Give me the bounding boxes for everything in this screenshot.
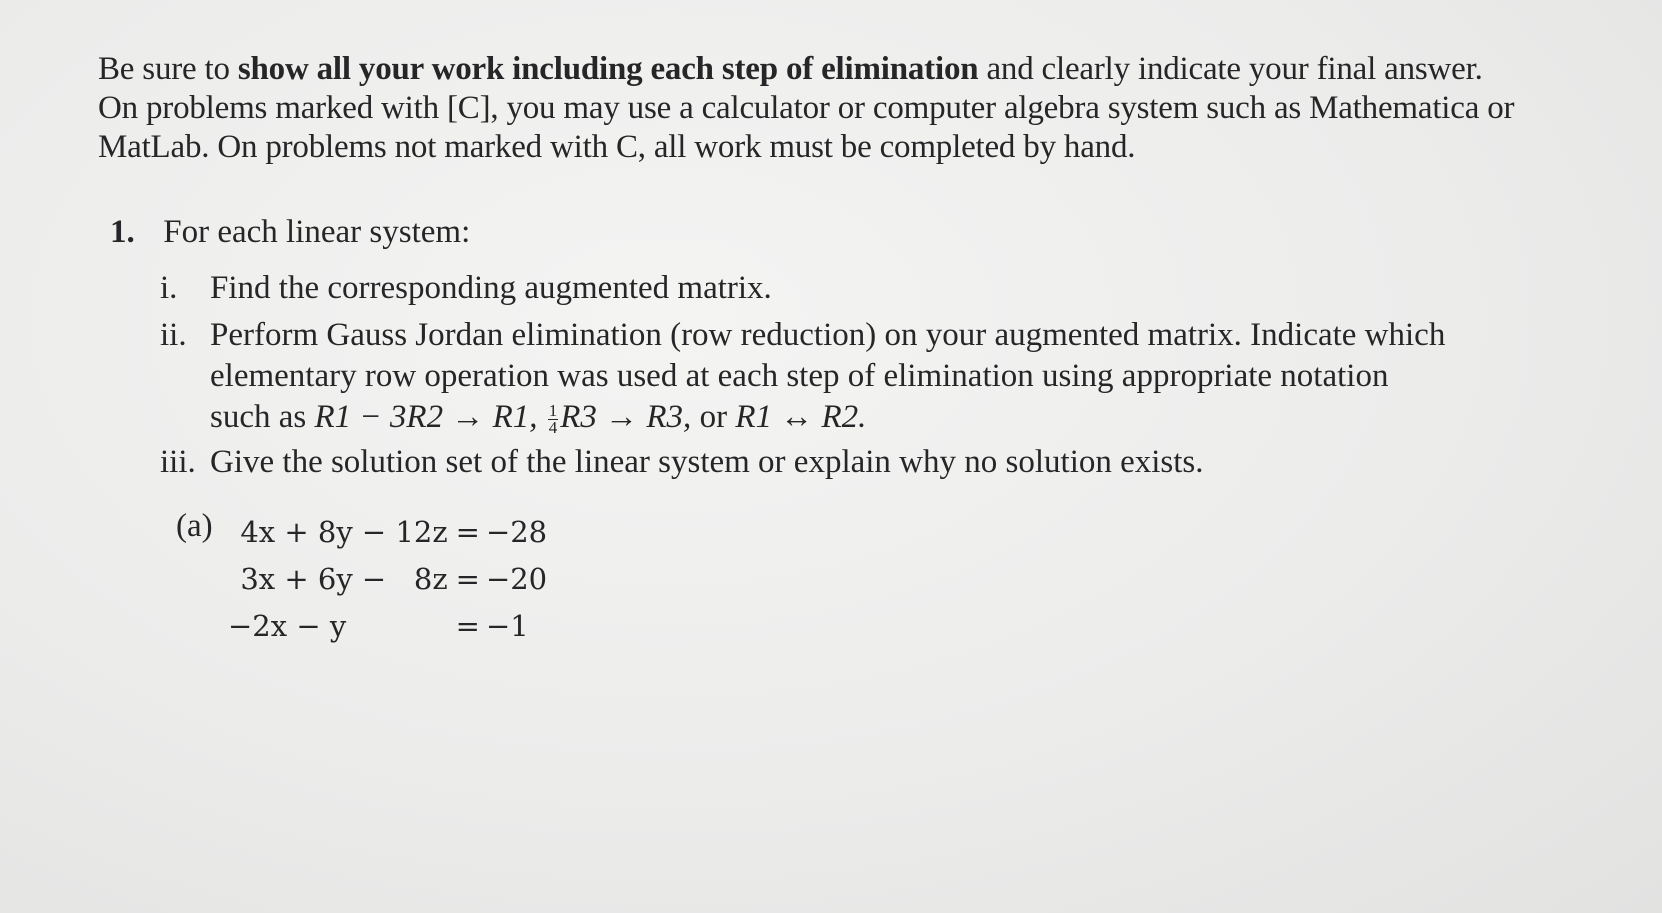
step-iii bbox=[160, 442, 1580, 483]
problem-heading bbox=[110, 214, 470, 251]
instructions-text: Be sure to bbox=[98, 51, 238, 87]
problem-number: 1. bbox=[110, 214, 135, 250]
step-ii bbox=[160, 315, 1580, 438]
step-text: Give the solution set of the linear system or explain why no solution exists. bbox=[210, 444, 1204, 480]
step-text: or bbox=[691, 399, 736, 435]
problem-title: For each linear system: bbox=[163, 214, 471, 250]
step-numeral: iii. bbox=[160, 444, 196, 480]
instructions-line-2: On problems marked with [C], you may use a calculator or computer algebra system such as Mathematica or bbox=[98, 90, 1515, 126]
instructions-text: and clearly indicate your final answer. bbox=[978, 51, 1483, 87]
step-numeral: i. bbox=[160, 270, 178, 306]
equation-rhs: −1 bbox=[485, 608, 529, 643]
row-op-example-3: R1 ↔ R2. bbox=[735, 399, 867, 435]
instructions-paragraph bbox=[98, 50, 1578, 167]
fraction-one-quarter bbox=[548, 400, 559, 437]
instructions-emphasis: show all your work including each step of elimination bbox=[237, 51, 979, 87]
equation-table bbox=[228, 508, 547, 649]
row-op-example-1: R1 − 3R2 → R1, bbox=[314, 399, 538, 435]
step-text: such as bbox=[210, 399, 315, 435]
row-op-example-2: R3 → R3, bbox=[560, 399, 692, 435]
equation-row bbox=[228, 508, 547, 555]
equation-row bbox=[228, 555, 547, 602]
equation-rhs: −28 bbox=[485, 514, 548, 549]
equals-sign: = bbox=[455, 561, 480, 596]
problem-steps-list bbox=[160, 268, 1580, 483]
equation-lhs: −2x − y bbox=[228, 608, 448, 643]
fraction-numerator: 1 bbox=[548, 400, 558, 420]
equation-row bbox=[228, 602, 547, 649]
equals-sign: = bbox=[455, 514, 480, 549]
system-label: (a) bbox=[176, 508, 213, 544]
instructions-line-3: MatLab. On problems not marked with C, all work must be completed by hand. bbox=[98, 129, 1136, 165]
instructions-line-1 bbox=[98, 50, 1578, 89]
equation-rhs: −20 bbox=[485, 561, 548, 596]
fraction-denominator: 4 bbox=[548, 417, 558, 437]
step-text-line-3 bbox=[210, 397, 1580, 438]
step-text: Find the corresponding augmented matrix. bbox=[210, 270, 772, 306]
step-text-line-1: Perform Gauss Jordan elimination (row reduction) on your augmented matrix. Indicate which bbox=[210, 317, 1446, 353]
equation-lhs: 4x + 8y − 12z bbox=[240, 514, 448, 549]
step-text-line-2: elementary row operation was used at each step of elimination using appropriate notation bbox=[210, 358, 1389, 394]
step-i bbox=[160, 268, 1580, 309]
equals-sign: = bbox=[455, 608, 480, 643]
equation-lhs: 3x + 6y − 8z bbox=[240, 561, 448, 596]
step-numeral: ii. bbox=[160, 317, 187, 353]
